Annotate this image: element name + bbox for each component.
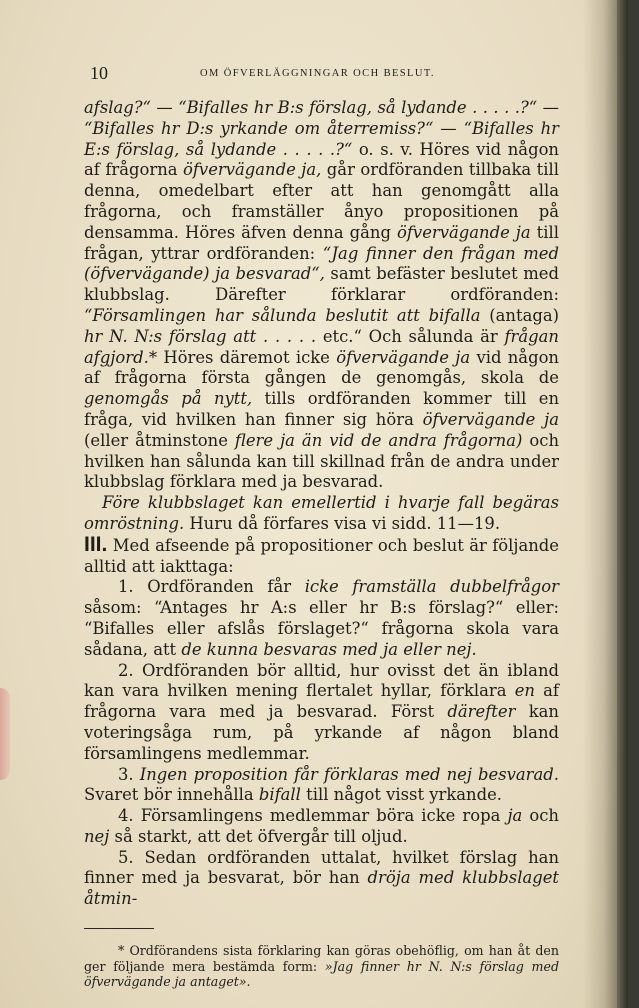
text-run: samt befäster beslutet med klubbslag. Därefter förklarar ordföranden: <box>84 264 559 305</box>
list-item <box>84 765 559 807</box>
text-run: till frågan, yttrar ordföranden: <box>84 222 559 263</box>
italic-run: därefter <box>447 702 516 722</box>
paragraph <box>84 493 559 535</box>
text-run: o. s. v. Höres vid någon af frågorna <box>84 139 559 180</box>
text-run: 5. Sedan ordföranden uttalat, hvilket förslag han finner med ja besvarat, bör han <box>84 847 559 888</box>
italic-run: öfvervägande ja <box>397 222 531 242</box>
list-item <box>84 806 559 848</box>
italic-run: nej <box>84 826 110 846</box>
body-text <box>84 98 559 990</box>
italic-run: “Församlingen har sålunda beslutit att bifalla <box>84 305 481 325</box>
section-intro-text: Med afseende på propositioner och beslut är följande alltid att iakttaga: <box>84 535 559 576</box>
text-run: (eller åtminstone <box>84 430 235 450</box>
binding-shadow <box>583 0 617 1008</box>
text-run: och hvilken han sålunda kan till skillnad från de andra under klubbslag förklara med ja besvarad. <box>84 430 559 492</box>
text-run: vid någon af frågorna första gången de genomgås, skola de <box>84 347 559 388</box>
text-run: 3. <box>118 764 140 784</box>
italic-run: afslag?“ — “Bifalles hr B:s förslag, så lydande . . . . .?“ — “Bifalles hr D:s yrkande om återremiss?“ — “Bifalles hr E:s förslag, så lydande . . . . .?“ <box>84 98 559 159</box>
text-run: såsom: “Antages hr A:s eller hr B:s förslag?“ eller: “Bifalles eller afslås förslaget?“ frågorna skola vara sådana, att <box>84 598 559 659</box>
section-intro <box>84 532 559 578</box>
text-run: så starkt, att det öfvergår till oljud. <box>109 826 408 846</box>
italic-run: “Jag finner den frågan med (öfvervägande) ja besvarad“, <box>84 243 559 284</box>
italic-run: icke framställa dubbelfrågor <box>304 577 559 597</box>
section-number: III. <box>84 532 108 556</box>
italic-run: de kunna besvaras med ja eller nej. <box>181 639 477 659</box>
italic-run: en <box>514 681 535 701</box>
page-edge <box>617 0 628 1008</box>
italic-run: frågan afgjord.* <box>84 326 559 367</box>
text-run: af frågorna vara med ja besvarad. Först <box>84 681 559 722</box>
italic-run: flere ja än vid de andra frågorna) <box>234 430 523 450</box>
text-run: * Ordförandens sista förklaring kan göras obehöflig, om han åt den ger följande mera bestämda form: <box>84 943 559 974</box>
text-run: 2. Ordföranden bör alltid, hur ovisst det än ibland kan vara hvilken mening flertalet hyllar, förklara <box>84 660 559 701</box>
italic-run: genomgås på nytt, <box>84 389 253 409</box>
italic-run: bifall <box>258 785 301 805</box>
italic-run: Före klubbslaget kan emellertid i hvarje fall begäras omröstning. <box>84 493 559 533</box>
text-run: och <box>522 806 559 826</box>
text-run: Svaret bör innehålla <box>84 785 259 805</box>
list-item <box>84 661 559 765</box>
page-number: 10 <box>90 63 108 83</box>
list-item <box>84 848 559 910</box>
italic-run: dröja med klubbslaget åtmin- <box>84 868 559 909</box>
footnote <box>84 943 559 990</box>
running-header: OM ÖFVERLÄGGNINGAR OCH BESLUT. <box>200 68 435 79</box>
italic-run: ja <box>507 806 523 826</box>
text-run: tills ordföranden kommer till en fråga, vid hvilken han finner sig höra <box>84 389 559 429</box>
italic-run: hr N. N:s förslag att . . . . . <box>84 326 317 346</box>
text-run: 1. Ordföranden får <box>118 577 305 597</box>
text-run: etc.“ Och sålunda är <box>316 326 505 346</box>
italic-run: öfvervägande ja <box>422 409 559 429</box>
text-run: (antaga) <box>480 305 559 325</box>
paragraph <box>84 98 559 493</box>
italic-run: »Jag finner hr N. N:s förslag med öfvervägande ja antaget». <box>84 958 560 990</box>
text-run: 4. Församlingens medlemmar böra icke ropa <box>118 806 508 826</box>
italic-run: Ingen proposition får förklaras med nej besvarad. <box>139 764 559 784</box>
thumb <box>0 688 10 780</box>
page-header <box>84 63 559 87</box>
italic-run: öfvervägande ja, <box>183 160 322 180</box>
list-item <box>84 577 559 660</box>
text-run: kan voteringsåga rum, på yrkande af någon bland församlingens medlemmar. <box>84 702 559 763</box>
text-run: går ordföranden tillbaka till denna, omedelbart efter att han genomgått alla frågorna, och framställer ånyo propositionen på densamma. Höres äfven denna gång <box>84 160 559 242</box>
footnote-divider <box>84 928 154 929</box>
text-run: Höres däremot icke <box>157 347 337 367</box>
text-run: till något visst yrkande. <box>300 785 503 805</box>
italic-run: öfvervägande ja <box>336 347 471 367</box>
text-run: Huru då förfares visa vi sidd. 11—19. <box>184 513 501 533</box>
